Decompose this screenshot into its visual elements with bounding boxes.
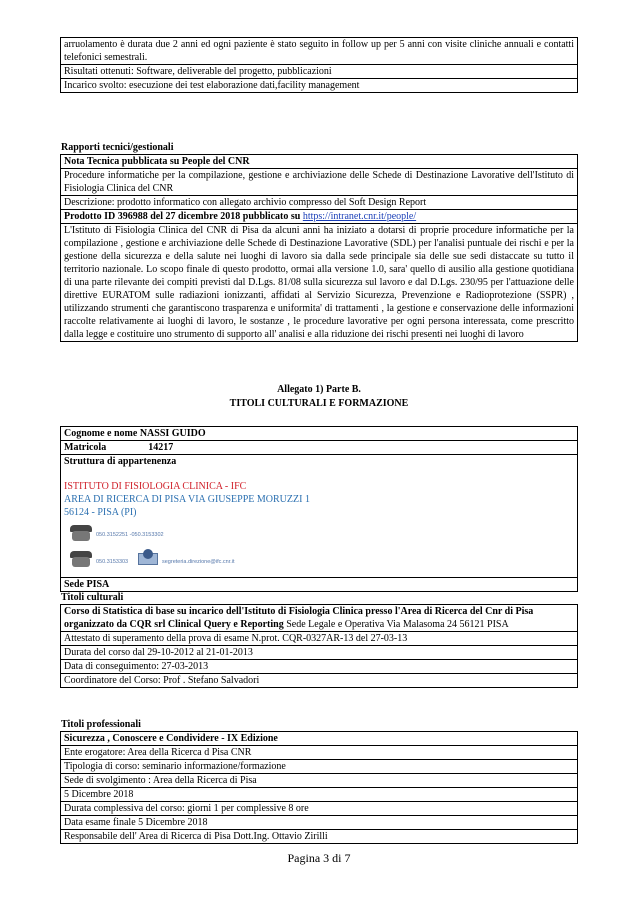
corso-sede: Sede Legale e Operativa Via Malasoma 24 56121 PISA xyxy=(283,619,509,630)
table-row: arruolamento è durata due 2 anni ed ogni paziente è stato seguito in follow up per 5 anni con visite cliniche annuali e contatti telefonici semestrali. xyxy=(60,37,578,65)
titoli-culturali-section xyxy=(60,591,578,688)
table-row: Coordinatore del Corso: Prof . Stefano Salvadori xyxy=(60,674,578,688)
allegato-line1: Allegato 1) Parte B. xyxy=(277,384,361,395)
corso-title: Sicurezza , Conoscere e Condividere - IX Edizione xyxy=(60,731,578,746)
table-row: Responsabile dell' Area di Ricerca di Pisa Dott.Ing. Ottavio Zirilli xyxy=(60,830,578,844)
corso-row xyxy=(60,604,578,632)
table-row: Durata complessiva del corso: giorni 1 per complessive 8 ore xyxy=(60,802,578,816)
rapporti-body: L'Istituto di Fisiologia Clinica del CNR di Pisa da alcuni anni ha iniziato a dotarsi di proprie procedure informatiche per la compilazione , gestione e archiviazione delle Schede di Destinazione Lavorative (SDL) per l'analisi puntuale dei rischi e per la gestione della sicurezza e della salute nei luoghi di lavoro sia dalla sede principale sia delle sue sedi distaccate su tutto il territorio nazionale. Lo scopo finale di questo prodotto, ormai alla versione 1.0, sara' quello di ausilio alla gestione quotidiana di una parte rilevante dei compiti previsti dal D.Lgs. 81/08 sulla sicurezza sul lavoro e dal D.Lgs. 230/95 per l'attuazione delle direttive EURATOM sulle radiazioni ionizzanti, affidati al Servizio Sicurezza, Prevenzione e Radioprotezione (SSPR) , utilizzando strumenti che garantiscono trasparenza e uniformita' di trattamenti , la gestione e conservazione delle informazioni raccolte relativamente ai luoghi di lavoro, le sostanze , le procedure lavorative per ogni persona interessata, come prescritto dalla legge e costituire uno strumento di supporto all' analisi e alla riduzione dei rischi presenti nei luoghi di lavoro xyxy=(60,224,578,342)
struttura-label: Struttura di appartenenza xyxy=(64,456,177,467)
phone-icon xyxy=(70,525,92,541)
table-row: Tipologia di corso: seminario informazione/formazione xyxy=(60,760,578,774)
rapporti-section xyxy=(60,141,578,342)
titoli-professionali-section xyxy=(60,718,578,844)
contact-block xyxy=(64,519,574,575)
top-table xyxy=(60,37,578,93)
cap-city: 56124 - PISA (PI) xyxy=(64,507,137,518)
persona-table xyxy=(60,426,578,592)
table-row: Attestato di superamento della prova di esame N.prot. CQR-0327AR-13 del 27-03-13 xyxy=(60,632,578,646)
table-row: Sede di svolgimento : Area della Ricerca di Pisa xyxy=(60,774,578,788)
table-row: 5 Dicembre 2018 xyxy=(60,788,578,802)
table-row: Durata del corso dal 29-10-2012 al 21-01-2013 xyxy=(60,646,578,660)
mail-icon xyxy=(138,549,158,565)
matricola-row xyxy=(60,441,578,455)
table-row: Risultati ottenuti: Software, deliverable del progetto, pubblicazioni xyxy=(60,65,578,79)
allegato-heading xyxy=(60,383,578,411)
page-number: Pagina 3 di 7 xyxy=(287,851,351,865)
table-row: Data di conseguimento: 27-03-2013 xyxy=(60,660,578,674)
prodotto-label: Prodotto ID 396988 del 27 dicembre 2018 pubblicato su xyxy=(64,211,303,222)
nota-title: Nota Tecnica pubblicata su People del CNR xyxy=(60,154,578,169)
email-address: segreteria.direzione@ifc.cnr.it xyxy=(162,559,235,565)
sede-row: Sede PISA xyxy=(60,578,578,592)
people-link[interactable]: https://intranet.cnr.it/people/ xyxy=(302,211,417,222)
cognome-nome: Cognome e nome NASSI GUIDO xyxy=(60,426,578,441)
table-row: Ente erogatore: Area della Ricerca d Pisa CNR xyxy=(60,746,578,760)
allegato-line2: TITOLI CULTURALI E FORMAZIONE xyxy=(229,398,409,409)
nota-text: Procedure informatiche per la compilazione, gestione e archiviazione delle Schede di Destinazione Lavorative dell'Istituto di Fisiologia Clinica del CNR xyxy=(60,169,578,196)
table-row: Data esame finale 5 Dicembre 2018 xyxy=(60,816,578,830)
area-address: AREA DI RICERCA DI PISA VIA GIUSEPPE MORUZZI 1 xyxy=(64,494,310,505)
section-title: Titoli professionali xyxy=(61,719,141,730)
matricola-label: Matricola xyxy=(64,442,107,453)
fax-number: 050.3153303 xyxy=(96,559,129,565)
descrizione: Descrizione: prodotto informatico con allegato archivio compresso del Soft Design Report xyxy=(60,196,578,210)
matricola-value: 14217 xyxy=(148,442,174,453)
phone-numbers: 050.3152251 -050.3153302 xyxy=(96,532,164,538)
corso-title: Corso di Statistica di base su incarico dell'Istituto di Fisiologia Clinica presso l'Area di Ricerca del Cnr di Pisa organizzato da CQR srl Clinical Query e Reporting xyxy=(64,606,534,630)
section-title: Rapporti tecnici/gestionali xyxy=(61,142,174,153)
istituto-name: ISTITUTO DI FISIOLOGIA CLINICA - IFC xyxy=(64,481,247,492)
prodotto-row xyxy=(60,210,578,224)
section-title: Titoli culturali xyxy=(61,592,124,603)
struttura-row xyxy=(60,455,578,578)
table-row: Incarico svolto: esecuzione dei test elaborazione dati,facility management xyxy=(60,79,578,93)
fax-icon xyxy=(70,551,92,567)
